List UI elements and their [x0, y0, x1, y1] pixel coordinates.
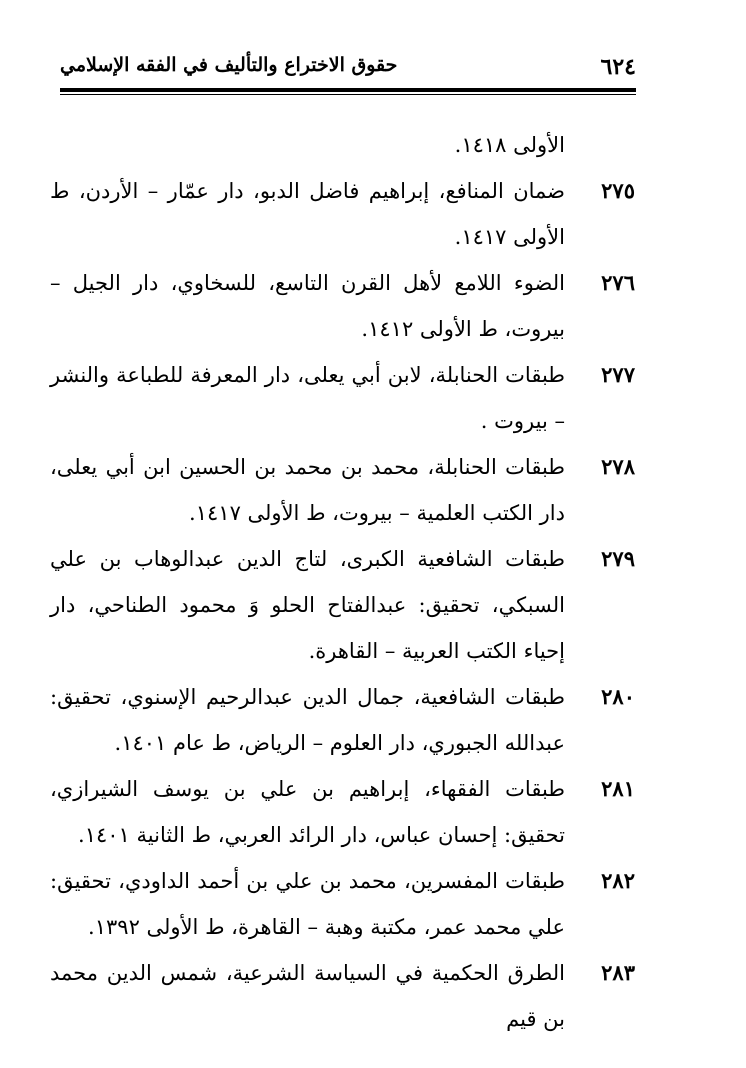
list-item	[50, 858, 645, 950]
bibliography-list	[50, 122, 645, 1042]
entry-number: ٢٨٠	[601, 684, 635, 709]
entry-text: الطرق الحكمية في السياسة الشرعية، شمس الدين محمد بن قيم	[50, 961, 565, 1031]
entry-number: ٢٨١	[601, 776, 635, 801]
list-item	[50, 766, 645, 858]
entry-number: ٢٧٧	[601, 362, 635, 387]
running-title: حقوق الاختراع والتأليف في الفقه الإسلامي	[60, 54, 398, 76]
page-header	[60, 46, 636, 86]
entry-text: طبقات المفسرين، محمد بن علي بن أحمد الداودي، تحقيق: علي محمد عمر، مكتبة وهبة – القاهرة، ط الأولى ١٣٩٢.	[50, 869, 565, 939]
list-item	[50, 674, 645, 766]
entry-text: الضوء اللامع لأهل القرن التاسع، للسخاوي، دار الجيل – بيروت، ط الأولى ١٤١٢.	[50, 271, 565, 341]
entry-text: طبقات الحنابلة، لابن أبي يعلى، دار المعرفة للطباعة والنشر – بيروت .	[50, 363, 565, 433]
page-number: ٦٢٤	[600, 54, 636, 80]
entry-text: طبقات الحنابلة، محمد بن محمد بن الحسين ابن أبي يعلى، دار الكتب العلمية – بيروت، ط الأولى ١٤١٧.	[50, 455, 565, 525]
list-item	[50, 352, 645, 444]
entry-text: طبقات الشافعية الكبرى، لتاج الدين عبدالوهاب بن علي السبكي، تحقيق: عبدالفتاح الحلو وَ محمود الطناحي، دار إحياء الكتب العربية – القاهرة.	[50, 547, 565, 663]
entry-number: ٢٧٨	[601, 454, 635, 479]
entry-text: ضمان المنافع، إبراهيم فاضل الدبو، دار عمّار – الأردن، ط الأولى ١٤١٧.	[50, 179, 565, 249]
entry-number: ٢٧٥	[601, 178, 635, 203]
list-item	[50, 536, 645, 674]
entry-text: طبقات الفقهاء، إبراهيم بن علي بن يوسف الشيرازي، تحقيق: إحسان عباس، دار الرائد العربي، ط الثانية ١٤٠١.	[50, 777, 565, 847]
entry-number: ٢٧٩	[601, 546, 635, 571]
list-item	[50, 950, 645, 1042]
header-rule-thin	[60, 94, 636, 95]
entry-number: ٢٨٢	[601, 868, 635, 893]
entry-number: ٢٨٣	[601, 960, 635, 985]
list-item	[50, 260, 645, 352]
continuation-line: الأولى ١٤١٨.	[454, 133, 565, 157]
entry-number: ٢٧٦	[601, 270, 635, 295]
list-item	[50, 444, 645, 536]
header-rule-thick	[60, 88, 636, 92]
list-item	[50, 168, 645, 260]
entry-text: طبقات الشافعية، جمال الدين عبدالرحيم الإسنوي، تحقيق: عبدالله الجبوري، دار العلوم – الرياض، ط عام ١٤٠١.	[50, 685, 565, 755]
